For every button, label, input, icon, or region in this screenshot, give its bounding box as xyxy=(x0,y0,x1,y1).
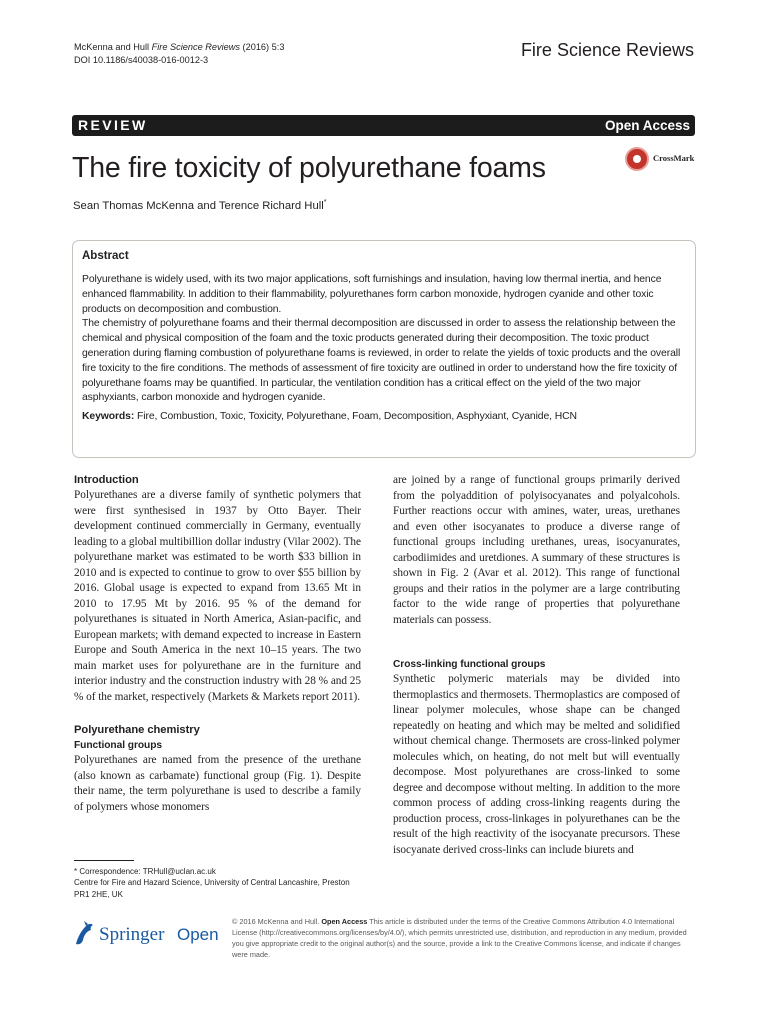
article-type-banner xyxy=(72,115,695,136)
functional-groups-text: Polyurethanes are named from the presence of the urethane (also known as carbamate) functional group (Fig. 1). Despite their name, the term polyurethane is used to describe a family of polymers whose monomers xyxy=(74,754,361,813)
right-column xyxy=(393,473,680,858)
crossmark-label: CrossMark xyxy=(653,153,695,163)
correspondence-email[interactable]: * Correspondence: TRHull@uclan.ac.uk xyxy=(74,867,216,876)
springer-wordmark: Springer xyxy=(99,924,165,945)
abstract-body xyxy=(82,273,687,425)
cross-linking-text: Synthetic polymeric materials may be divided into thermoplastics and thermosets. Thermoplastics are composed of linear polymer molecules, whose shape can be changed repeatedly on heating and which may be melted and solidified without chemical change. Thermosets are cross-linked polymer molecules which, on heating, do not melt but will eventually decompose. Most polyurethanes are cross-linked to some degree and decompose without melting. In addition to the more common process of adding cross-linking reagents during the production process, cross-linkages in polyurethanes can be the result of the high reactivity of the isocyanate precursors. These isocyanate derived cross-links can include biurets and xyxy=(393,673,680,856)
footnote xyxy=(74,866,364,900)
springer-open-logo xyxy=(72,918,222,948)
citation-authors: McKenna and Hull xyxy=(74,42,150,52)
section-heading-chemistry: Polyurethane chemistry xyxy=(74,724,200,736)
article-title: The fire toxicity of polyurethane foams xyxy=(72,152,546,184)
subsection-heading-functional-groups: Functional groups xyxy=(74,740,163,751)
citation-volume: (2016) 5:3 xyxy=(242,42,285,52)
keywords xyxy=(82,410,687,425)
keywords-label: Keywords: xyxy=(82,411,135,423)
footnote-divider xyxy=(74,860,134,861)
abstract-paragraph: Polyurethane is widely used, with its two major applications, soft furnishings and insulation, having low thermal inertia, and hence enhanced flammability. In addition to their flammability, polyurethanes form carbon monoxide, hydrogen cyanide and other toxic products on decomposition and combustion. xyxy=(82,274,662,315)
left-column xyxy=(74,473,361,815)
citation-journal: Fire Science Reviews xyxy=(151,42,240,52)
keywords-list: Fire, Combustion, Toxic, Toxicity, Polyurethane, Foam, Decomposition, Asphyxiant, Cyanide, HCN xyxy=(137,411,577,423)
introduction-text: Polyurethanes are a diverse family of synthetic polymers that were first synthesised in 1937 by Otto Bayer. Their development continued commercially in Germany, eventually leading to a global multibillion dollar industry (Vilar 2002). The polyurethane market was estimated to be worth $33 billion in 2010 and is expected to continue to grow to over $55 billion by 2016. Global usage is expected to expand from 13.65 Mt in 2010 to 17.95 Mt by 2016. 95 % of the demand for polyurethanes is situated in North America, Asian-pacific, and European markets; with demand expected to increase in Eastern Europe and South America in the next 10–15 years. The two main market uses for polyurethane are in the furniture and interior industry and the construction industry with 28 % and 25 % of the market, respectively (Markets & Markets report 2011). xyxy=(74,489,361,703)
open-wordmark: Open xyxy=(177,925,219,944)
journal-name: Fire Science Reviews xyxy=(520,40,694,60)
license-statement xyxy=(232,916,696,960)
subsection-heading-cross-linking: Cross-linking functional groups xyxy=(393,659,546,670)
crossmark-badge[interactable] xyxy=(625,146,697,172)
affiliation: Centre for Fire and Hazard Science, University of Central Lancashire, Preston PR1 2HE, UK xyxy=(74,878,350,899)
author-list xyxy=(73,199,327,212)
abstract-heading: Abstract xyxy=(82,250,129,262)
copyright: © 2016 McKenna and Hull. xyxy=(232,917,320,926)
open-access-label: Open Access xyxy=(604,118,690,133)
citation-line xyxy=(74,41,284,54)
citation-header xyxy=(74,41,284,66)
license-oa-label: Open Access xyxy=(321,917,368,926)
crossmark-icon xyxy=(625,147,649,171)
continued-text: are joined by a range of functional groups primarily derived from the polyaddition of polyisocyanates and polyalcohols. Further reactions occur with amines, water, ureas, urethanes and even other isocyanates to produce a diverse range of functional groups including urethanes, ureas, isocyanurates, carbodiimides and uretdiones. A summary of these structures is shown in Fig. 2 (Avar et al. 2012). This range of functional groups and their ratios in the polymer are a large contributing factor to the wide range of properties that polyurethane materials can possess. xyxy=(393,474,680,626)
article-type-label: REVIEW xyxy=(78,117,148,133)
abstract-paragraph: The chemistry of polyurethane foams and their thermal decomposition are discussed in order to assess the relationship between the chemical and physical composition of the foam and the toxic products generated during their decomposition. The toxic product generation during flaming combustion of polyurethane foams is reviewed, in order to relate the yields of toxic products and the overall fire toxicity to the fire conditions. The methods of assessment of fire toxicity are outlined in order to understand how the fire toxicity of polyurethane foams may be quantified. In particular, the ventilation condition has a critical effect on the yield of the two major asphyxiants, carbon monoxide and hydrogen cyanide. xyxy=(82,318,681,404)
correspondence-mark: * xyxy=(323,199,327,206)
license-text: This article is distributed under the terms of the Creative Commons Attribution 4.0 International License (http://creativecommons.org/licenses/by/4.0/), which permits unrestricted use, distribution, and reproduction in any medium, provided you give appropriate credit to the original author(s) and the source, provide a link to the Creative Commons license, and indicate if changes were made. xyxy=(232,917,687,959)
springer-horse-icon xyxy=(72,918,222,948)
section-heading-introduction: Introduction xyxy=(74,474,139,486)
authors-text: Sean Thomas McKenna and Terence Richard Hull xyxy=(73,199,324,212)
doi[interactable]: DOI 10.1186/s40038-016-0012-3 xyxy=(74,54,209,65)
